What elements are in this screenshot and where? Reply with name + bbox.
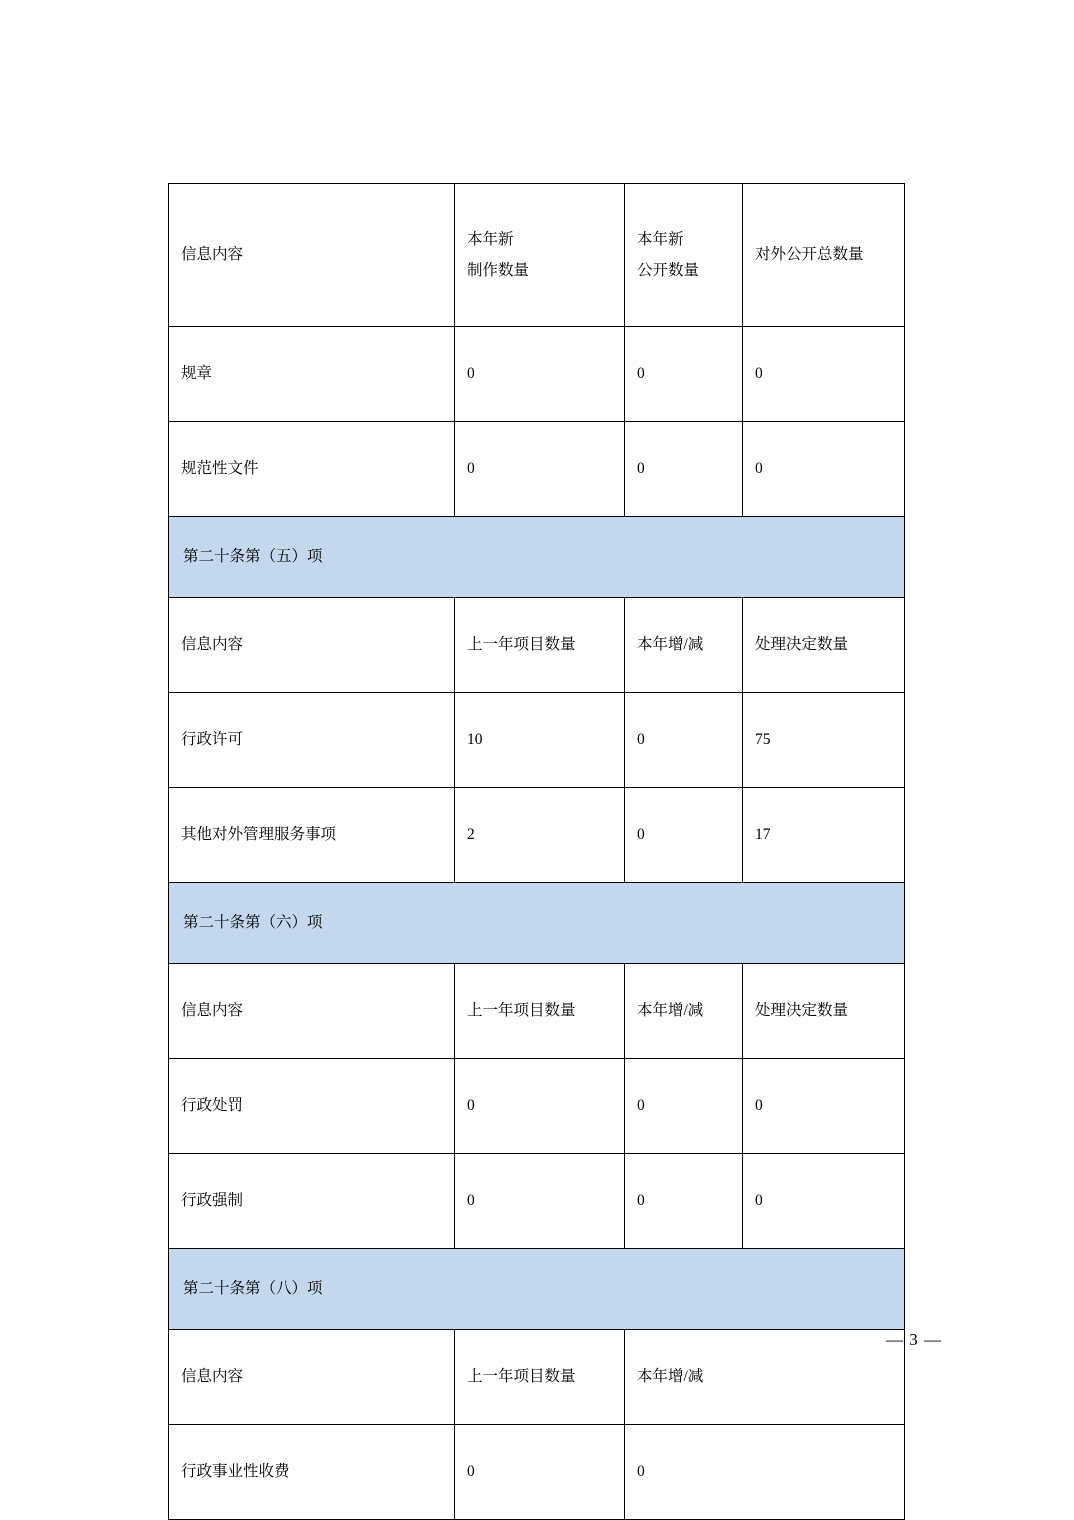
subheader-cell-info-content: 信息内容 — [169, 598, 455, 693]
header-new-produced-line1: 本年新 — [467, 231, 514, 248]
row-value-b: 0 — [455, 422, 625, 517]
section-header-row — [169, 1249, 905, 1330]
section-subheader-row — [169, 598, 905, 693]
header-new-produced-line2: 制作数量 — [467, 262, 530, 279]
header-cell-info-content: 信息内容 — [169, 184, 455, 327]
row-label: 规章 — [169, 327, 455, 422]
subheader-cell-info-content: 信息内容 — [169, 964, 455, 1059]
subheader-cell-year-change: 本年增/减 — [625, 964, 743, 1059]
header-new-disclosed-line2: 公开数量 — [637, 262, 700, 279]
row-value-d: 17 — [743, 788, 905, 883]
row-value-b: 0 — [455, 1425, 625, 1520]
table-header-row — [169, 184, 905, 327]
section-title: 第二十条第（六）项 — [169, 883, 905, 964]
subheader-cell-decision-count: 处理决定数量 — [743, 598, 905, 693]
subheader-cell-prev-year-count: 上一年项目数量 — [455, 1330, 625, 1425]
table-row — [169, 693, 905, 788]
row-value-b: 2 — [455, 788, 625, 883]
row-value-b: 10 — [455, 693, 625, 788]
subheader-cell-year-change: 本年增/减 — [625, 1330, 905, 1425]
table-row — [169, 788, 905, 883]
subheader-cell-year-change: 本年增/减 — [625, 598, 743, 693]
row-label: 规范性文件 — [169, 422, 455, 517]
section-title: 第二十条第（八）项 — [169, 1249, 905, 1330]
row-value-c: 0 — [625, 422, 743, 517]
row-value-b: 0 — [455, 1059, 625, 1154]
row-label: 行政许可 — [169, 693, 455, 788]
table-row — [169, 1154, 905, 1249]
header-cell-new-produced — [455, 184, 625, 327]
subheader-cell-decision-count: 处理决定数量 — [743, 964, 905, 1059]
table-row — [169, 1059, 905, 1154]
section-subheader-row — [169, 1330, 905, 1425]
row-value-d: 0 — [743, 422, 905, 517]
header-new-disclosed-line1: 本年新 — [637, 231, 684, 248]
subheader-cell-info-content: 信息内容 — [169, 1330, 455, 1425]
section-header-row — [169, 883, 905, 964]
header-cell-total-public: 对外公开总数量 — [743, 184, 905, 327]
row-value-d: 0 — [743, 1059, 905, 1154]
subheader-cell-prev-year-count: 上一年项目数量 — [455, 964, 625, 1059]
section-subheader-row — [169, 964, 905, 1059]
subheader-cell-prev-year-count: 上一年项目数量 — [455, 598, 625, 693]
row-value-c: 0 — [625, 1425, 905, 1520]
page-number: — 3 — — [886, 1330, 942, 1349]
row-label: 行政事业性收费 — [169, 1425, 455, 1520]
row-value-b: 0 — [455, 327, 625, 422]
section-title: 第二十条第（五）项 — [169, 517, 905, 598]
row-label: 行政处罚 — [169, 1059, 455, 1154]
table-row — [169, 327, 905, 422]
row-value-c: 0 — [625, 788, 743, 883]
row-label: 其他对外管理服务事项 — [169, 788, 455, 883]
row-value-c: 0 — [625, 1059, 743, 1154]
row-label: 行政强制 — [169, 1154, 455, 1249]
row-value-c: 0 — [625, 327, 743, 422]
government-disclosure-table — [168, 183, 905, 1520]
row-value-d: 0 — [743, 1154, 905, 1249]
row-value-b: 0 — [455, 1154, 625, 1249]
header-cell-new-disclosed — [625, 184, 743, 327]
section-header-row — [169, 517, 905, 598]
row-value-c: 0 — [625, 1154, 743, 1249]
row-value-c: 0 — [625, 693, 743, 788]
row-value-d: 75 — [743, 693, 905, 788]
table-row — [169, 1425, 905, 1520]
row-value-d: 0 — [743, 327, 905, 422]
table-row — [169, 422, 905, 517]
